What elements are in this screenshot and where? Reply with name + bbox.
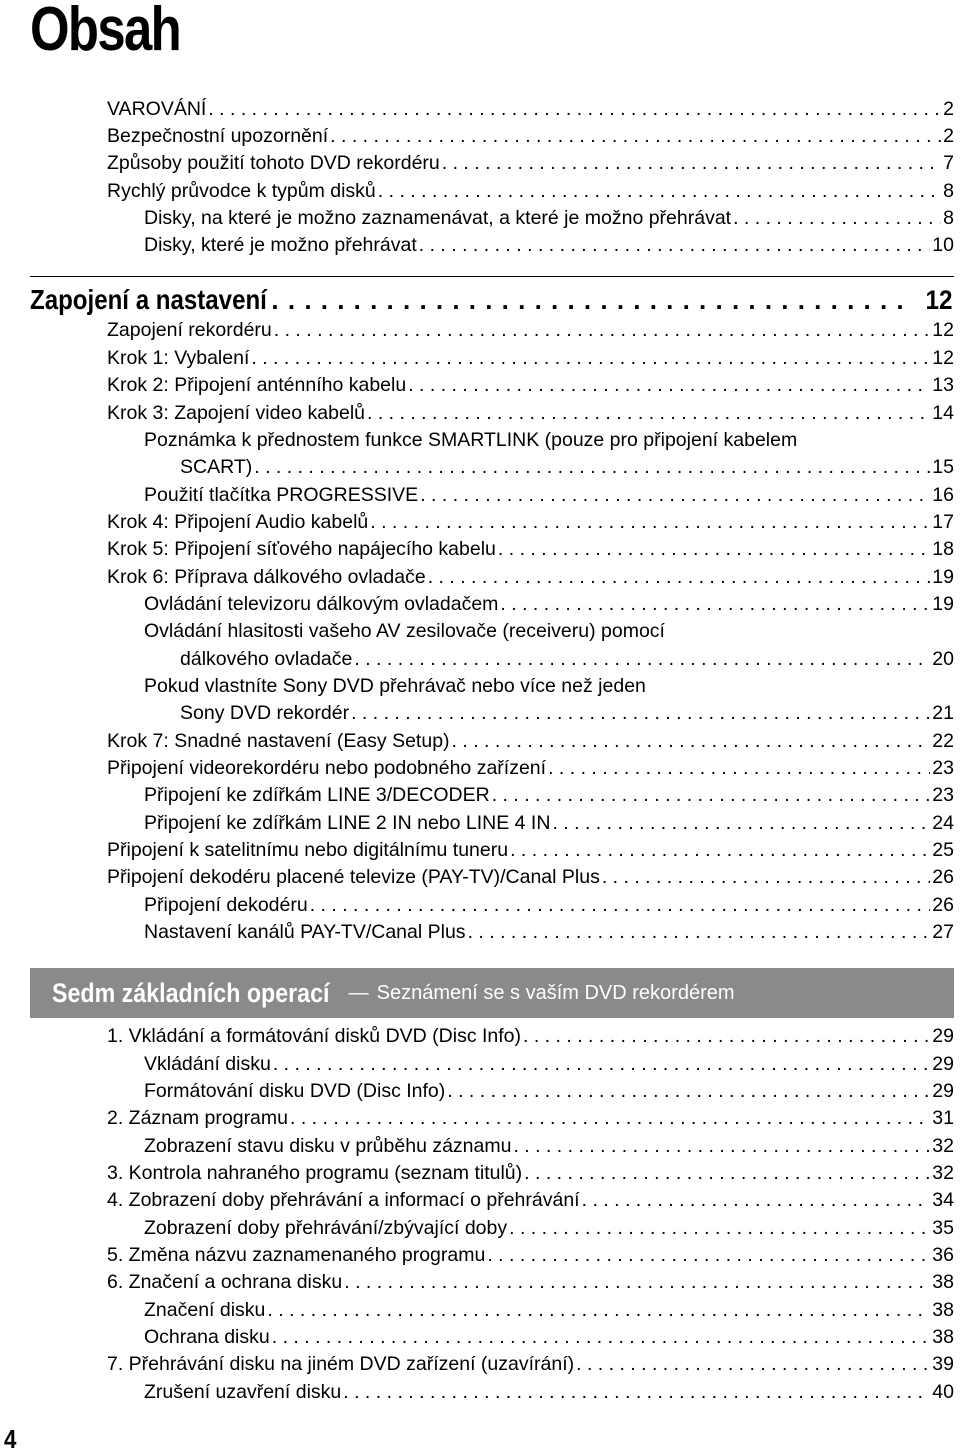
toc-entry-page: 31 <box>932 1107 954 1129</box>
toc-entry-page: 38 <box>932 1326 954 1348</box>
toc-entry[interactable] <box>107 96 954 123</box>
toc-entry[interactable] <box>144 782 954 809</box>
toc-entry-page: 13 <box>932 374 954 396</box>
toc-entry-label-line1[interactable]: Ovládání hlasitosti vašeho AV zesilovače (receiveru) pomocí <box>144 620 665 642</box>
section-title: Sedm základních operací <box>52 977 330 1008</box>
leader-dots <box>267 1297 930 1324</box>
toc-entry-label: dálkového ovladače <box>180 648 353 670</box>
toc-entry-label: VAROVÁNÍ <box>107 98 207 120</box>
toc-entry[interactable] <box>107 509 954 536</box>
toc-entry-page: 26 <box>932 866 954 888</box>
leader-dots <box>500 591 930 618</box>
toc-entry-page: 29 <box>932 1080 954 1102</box>
toc-entry[interactable] <box>107 400 954 427</box>
toc-entry[interactable] <box>144 591 954 618</box>
toc-entry-page: 23 <box>932 757 954 779</box>
toc-entry-page: 39 <box>932 1353 954 1375</box>
toc-entry-page: 34 <box>932 1189 954 1211</box>
leader-dots <box>351 700 930 727</box>
toc-entry-page: 8 <box>943 207 954 229</box>
toc-entry-page: 21 <box>932 702 954 724</box>
leader-dots <box>602 864 930 891</box>
toc-entry[interactable] <box>107 1160 954 1187</box>
toc-entry[interactable] <box>107 1023 954 1050</box>
leader-dots <box>524 1160 930 1187</box>
leader-dots <box>310 892 931 919</box>
toc-entry-label: Zapojení rekordéru <box>107 319 272 341</box>
toc-entry-label: Připojení ke zdířkám LINE 3/DECODER <box>144 784 490 806</box>
toc-entry-label: Krok 1: Vybalení <box>107 347 250 369</box>
leader-dots <box>452 728 931 755</box>
leader-dots <box>378 178 941 205</box>
toc-entry-label: Krok 4: Připojení Audio kabelů <box>107 511 369 533</box>
leader-dots <box>408 372 930 399</box>
leader-dots <box>273 1051 930 1078</box>
toc-entry-label: 3. Kontrola nahraného programu (seznam titulů) <box>107 1162 523 1184</box>
leader-dots <box>271 285 914 316</box>
toc-entry[interactable] <box>107 755 954 782</box>
toc-entry-label: Krok 6: Příprava dálkového ovladače <box>107 566 426 588</box>
toc-entry[interactable] <box>107 317 954 344</box>
toc-entry[interactable] <box>180 454 954 481</box>
toc-entry-page: 29 <box>932 1025 954 1047</box>
toc-entry[interactable] <box>107 1351 954 1378</box>
toc-entry-label: Ochrana disku <box>144 1326 270 1348</box>
toc-entry-page: 22 <box>932 730 954 752</box>
leader-dots <box>208 96 941 123</box>
toc-entry-page: 32 <box>932 1135 954 1157</box>
leader-dots <box>274 317 931 344</box>
toc-entry-label: Připojení dekodéru <box>144 894 308 916</box>
toc-entry[interactable] <box>107 178 954 205</box>
leader-dots <box>510 837 930 864</box>
leader-dots <box>509 1215 930 1242</box>
leader-dots <box>523 1023 930 1050</box>
toc-entry-label: Značení disku <box>144 1299 266 1321</box>
toc-entry-page: 20 <box>932 648 954 670</box>
toc-entry-label: 2. Záznam programu <box>107 1107 288 1129</box>
toc-entry-label: 7. Přehrávání disku na jiném DVD zařízení (uzavírání) <box>107 1353 575 1375</box>
toc-entry-label: Zrušení uzavření disku <box>144 1381 342 1403</box>
toc-entry-label: Ovládání televizoru dálkovým ovladačem <box>144 593 499 615</box>
toc-entry[interactable] <box>107 123 954 150</box>
toc-entry[interactable] <box>144 1324 954 1351</box>
leader-dots <box>447 1078 930 1105</box>
toc-entry-page: 25 <box>932 839 954 861</box>
toc-entry[interactable] <box>144 1133 954 1160</box>
leader-dots <box>576 1351 930 1378</box>
toc-entry-label-line1[interactable]: Poznámka k přednostem funkce SMARTLINK (pouze pro připojení kabelem <box>144 429 798 451</box>
leader-dots <box>513 1133 930 1160</box>
toc-entry-label: Způsoby použití tohoto DVD rekordéru <box>107 152 440 174</box>
toc-entry[interactable] <box>144 810 954 837</box>
toc-entry-page: 35 <box>932 1217 954 1239</box>
toc-entry-label: Formátování disku DVD (Disc Info) <box>144 1080 446 1102</box>
toc-entry-page: 19 <box>932 566 954 588</box>
toc-entry[interactable] <box>107 1269 954 1296</box>
toc-entry-label: SCART) <box>180 456 253 478</box>
leader-dots <box>468 919 931 946</box>
toc-entry-page: 24 <box>932 812 954 834</box>
toc-entry-label: Zobrazení stavu disku v průběhu záznamu <box>144 1135 512 1157</box>
leader-dots <box>498 536 930 563</box>
leader-dots <box>370 509 930 536</box>
leader-dots <box>582 1187 931 1214</box>
toc-entry-page: 40 <box>932 1381 954 1403</box>
leader-dots <box>251 345 930 372</box>
toc-entry-label: 1. Vkládání a formátování disků DVD (Disc Info) <box>107 1025 522 1047</box>
toc-entry[interactable] <box>144 1051 954 1078</box>
toc-entry[interactable] <box>107 864 954 891</box>
toc-entry[interactable] <box>107 728 954 755</box>
leader-dots <box>344 1269 930 1296</box>
toc-entry-page: 10 <box>932 234 954 256</box>
toc-entry-label: Připojení videorekordéru nebo podobného zařízení <box>107 757 547 779</box>
section-divider <box>30 276 954 277</box>
toc-entry[interactable] <box>107 564 954 591</box>
toc-entry-label: Použití tlačítka PROGRESSIVE <box>144 484 419 506</box>
toc-entry[interactable] <box>107 150 954 177</box>
toc-entry[interactable] <box>144 232 954 259</box>
toc-entry-label: Vkládání disku <box>144 1053 271 1075</box>
toc-entry[interactable] <box>180 646 954 673</box>
leader-dots <box>330 123 941 150</box>
toc-entry-label: Krok 2: Připojení anténního kabelu <box>107 374 407 396</box>
toc-entry-page: 15 <box>932 456 954 478</box>
leader-dots <box>419 232 931 259</box>
toc-entry[interactable] <box>107 372 954 399</box>
toc-entry-label: Krok 7: Snadné nastavení (Easy Setup) <box>107 730 450 752</box>
section-heading[interactable] <box>30 283 954 317</box>
toc-entry[interactable] <box>107 345 954 372</box>
toc-entry-page: 18 <box>932 538 954 560</box>
toc-entry[interactable] <box>107 1242 954 1269</box>
toc-entry[interactable] <box>107 536 954 563</box>
page-number: 4 <box>4 1424 17 1454</box>
toc-entry-label: 6. Značení a ochrana disku <box>107 1271 343 1293</box>
toc-entry[interactable] <box>144 1078 954 1105</box>
leader-dots <box>733 205 941 232</box>
toc-entry-label: Disky, na které je možno zaznamenávat, a které je možno přehrávat <box>144 207 732 229</box>
toc-entry[interactable] <box>144 205 954 232</box>
leader-dots <box>548 755 930 782</box>
leader-dots <box>428 564 931 591</box>
toc-entry[interactable] <box>144 919 954 946</box>
toc-entry-page: 8 <box>943 180 954 202</box>
toc-entry[interactable] <box>144 1379 954 1406</box>
leader-dots <box>442 150 941 177</box>
toc-entry-page: 19 <box>932 593 954 615</box>
toc-entry-label: Připojení ke zdířkám LINE 2 IN nebo LINE 4 IN <box>144 812 551 834</box>
toc-entry-page: 32 <box>932 1162 954 1184</box>
leader-dots <box>343 1379 930 1406</box>
toc-entry-page: 14 <box>932 402 954 424</box>
toc-entry-page: 16 <box>932 484 954 506</box>
toc-entry-label: Krok 3: Zapojení video kabelů <box>107 402 365 424</box>
toc-entry-label: Připojení k satelitnímu nebo digitálnímu tuneru <box>107 839 509 861</box>
toc-entry-label-line1[interactable]: Pokud vlastníte Sony DVD přehrávač nebo více než jeden <box>144 675 646 697</box>
leader-dots <box>367 400 930 427</box>
toc-entry-page: 38 <box>932 1271 954 1293</box>
toc-entry-label: Disky, které je možno přehrávat <box>144 234 417 256</box>
toc-entry-page: 27 <box>932 921 954 943</box>
toc-entry-label: Zobrazení doby přehrávání/zbývající doby <box>144 1217 508 1239</box>
leader-dots <box>487 1242 930 1269</box>
toc-entry-page: 23 <box>932 784 954 806</box>
toc-entry-label: Sony DVD rekordér <box>180 702 350 724</box>
toc-entry[interactable] <box>144 482 954 509</box>
toc-entry-page: 12 <box>932 319 954 341</box>
toc-entry-page: 12 <box>932 347 954 369</box>
section-band[interactable] <box>30 968 954 1018</box>
toc-entry-page: 7 <box>943 152 954 174</box>
toc-entry-label: Připojení dekodéru placené televize (PAY-TV)/Canal Plus <box>107 866 600 888</box>
leader-dots <box>354 646 930 673</box>
section-subtitle: Seznámení se s vaším DVD rekordérem <box>376 981 735 1004</box>
page-title: Obsah <box>30 0 181 64</box>
toc-entry-page: 36 <box>932 1244 954 1266</box>
toc-entry[interactable] <box>144 1297 954 1324</box>
section-title: Zapojení a nastavení <box>30 284 267 315</box>
leader-dots <box>552 810 930 837</box>
toc-entry-page: 26 <box>932 894 954 916</box>
toc-entry[interactable] <box>144 1215 954 1242</box>
toc-entry[interactable] <box>180 700 954 727</box>
toc-entry-page: 38 <box>932 1299 954 1321</box>
toc-entry-label: Bezpečnostní upozornění <box>107 125 329 147</box>
toc-entry-label: Krok 5: Připojení síťového napájecího kabelu <box>107 538 496 560</box>
toc-entry[interactable] <box>107 1187 954 1214</box>
toc-entry-label: Nastavení kanálů PAY-TV/Canal Plus <box>144 921 466 943</box>
leader-dots <box>254 454 930 481</box>
em-dash: — <box>348 981 369 1004</box>
leader-dots <box>290 1105 930 1132</box>
toc-entry-label: 5. Změna názvu zaznamenaného programu <box>107 1244 486 1266</box>
toc-entry-page: 29 <box>932 1053 954 1075</box>
toc-entry-page: 17 <box>932 511 954 533</box>
toc-entry[interactable] <box>107 837 954 864</box>
leader-dots <box>272 1324 931 1351</box>
toc-entry-page: 2 <box>943 98 954 120</box>
toc-entry-page: 2 <box>943 125 954 147</box>
toc-entry-label: 4. Zobrazení doby přehrávání a informací o přehrávání <box>107 1189 580 1211</box>
leader-dots <box>420 482 930 509</box>
leader-dots <box>492 782 931 809</box>
toc-entry[interactable] <box>107 1105 954 1132</box>
toc-entry[interactable] <box>144 892 954 919</box>
toc-entry-label: Rychlý průvodce k typům disků <box>107 180 376 202</box>
section-page: 12 <box>925 285 953 315</box>
